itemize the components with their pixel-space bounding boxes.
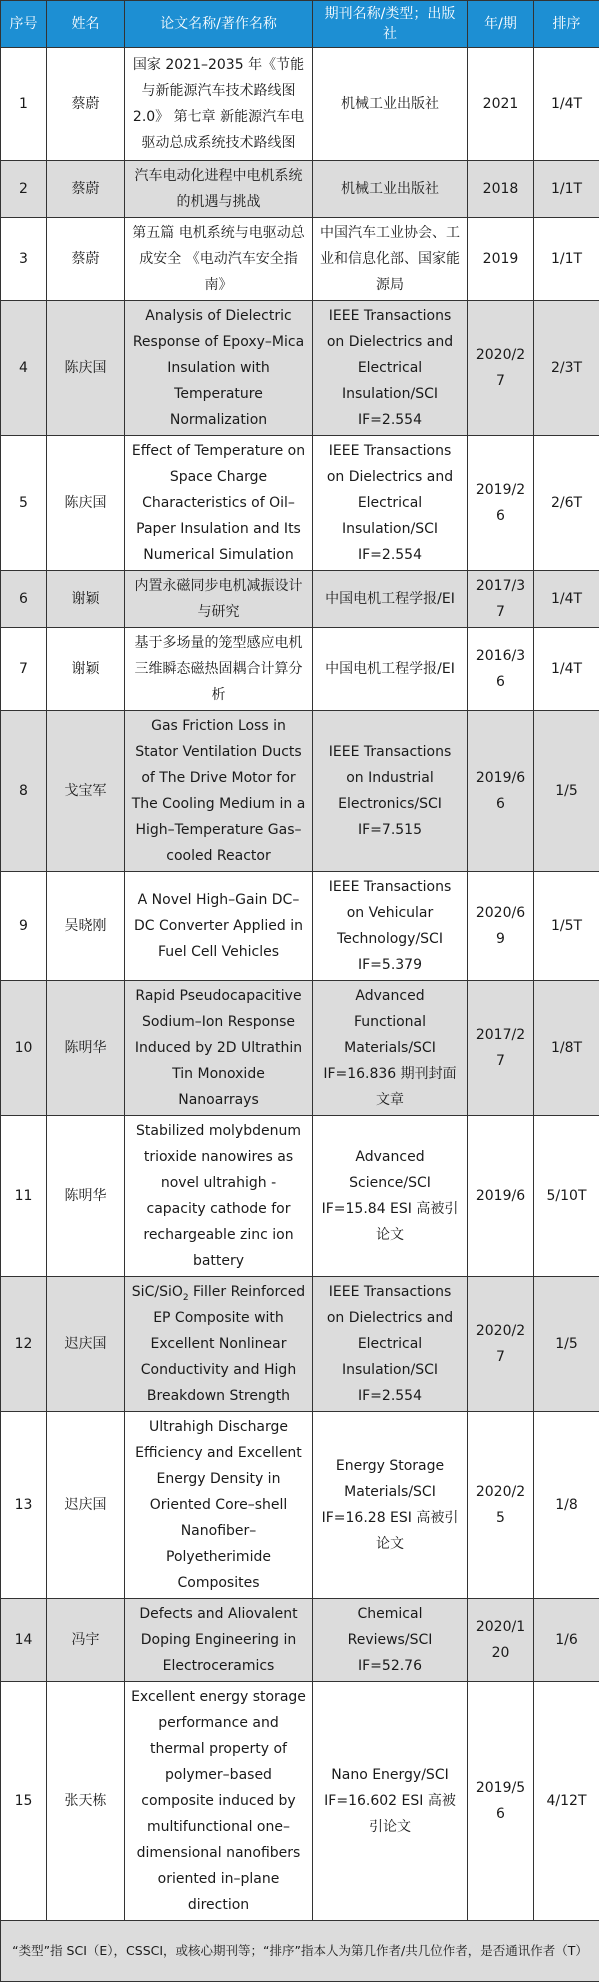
cell-name: 蔡蔚 — [47, 218, 125, 301]
cell-title: Excellent energy storage performance and thermal property of polymer–based composite induced by multifunctional one–dimensional nanofibers oriented in–plane direction — [125, 1682, 313, 1921]
table-row — [1, 161, 599, 218]
cell-rank: 1/4T — [534, 628, 599, 711]
header-year: 年/期 — [468, 1, 534, 48]
cell-title: 第五篇 电机系统与电驱动总成安全 《电动汽车安全指南》 — [125, 218, 313, 301]
cell-title: Defects and Aliovalent Doping Engineering in Electroceramics — [125, 1599, 313, 1682]
header-rank: 排序 — [534, 1, 599, 48]
cell-no: 15 — [1, 1682, 47, 1921]
cell-name: 谢颖 — [47, 628, 125, 711]
table-row — [1, 1277, 599, 1412]
cell-journal: IEEE Transactions on Dielectrics and Electrical Insulation/SCI IF=2.554 — [313, 436, 468, 571]
title-subscript: 2 — [183, 1293, 189, 1303]
header-title: 论文名称/著作名称 — [125, 1, 313, 48]
cell-journal: 中国电机工程学报/EI — [313, 571, 468, 628]
cell-year: 2017/37 — [468, 571, 534, 628]
cell-title: 国家 2021–2035 年《节能与新能源汽车技术路线图 2.0》 第七章 新能源汽车电驱动总成系统技术路线图 — [125, 48, 313, 161]
cell-rank: 1/1T — [534, 218, 599, 301]
cell-year: 2021 — [468, 48, 534, 161]
cell-year: 2020/27 — [468, 301, 534, 436]
cell-journal: IEEE Transactions on Dielectrics and Electrical Insulation/SCI IF=2.554 — [313, 1277, 468, 1412]
cell-no: 14 — [1, 1599, 47, 1682]
cell-title: 基于多场量的笼型感应电机三维瞬态磁热固耦合计算分析 — [125, 628, 313, 711]
cell-rank: 1/8 — [534, 1412, 599, 1599]
cell-rank: 2/3T — [534, 301, 599, 436]
cell-title — [125, 1277, 313, 1412]
cell-journal: 机械工业出版社 — [313, 48, 468, 161]
cell-rank: 2/6T — [534, 436, 599, 571]
cell-year: 2020/27 — [468, 1277, 534, 1412]
cell-name: 迟庆国 — [47, 1412, 125, 1599]
cell-rank: 1/5 — [534, 1277, 599, 1412]
cell-rank: 1/6 — [534, 1599, 599, 1682]
cell-journal: Chemical Reviews/SCI IF=52.76 — [313, 1599, 468, 1682]
table-row — [1, 301, 599, 436]
cell-name: 张天栋 — [47, 1682, 125, 1921]
cell-year: 2017/27 — [468, 981, 534, 1116]
cell-title: Ultrahigh Discharge Efficiency and Excellent Energy Density in Oriented Core–shell Nanofiber–Polyetherimide Composites — [125, 1412, 313, 1599]
table-row — [1, 628, 599, 711]
header-name: 姓名 — [47, 1, 125, 48]
cell-title: A Novel High–Gain DC–DC Converter Applied in Fuel Cell Vehicles — [125, 872, 313, 981]
cell-journal: Advanced Science/SCI IF=15.84 ESI 高被引论文 — [313, 1116, 468, 1277]
cell-no: 9 — [1, 872, 47, 981]
cell-year: 2019/26 — [468, 436, 534, 571]
cell-rank: 1/4T — [534, 571, 599, 628]
cell-journal: IEEE Transactions on Vehicular Technology/SCI IF=5.379 — [313, 872, 468, 981]
cell-name: 吴晓刚 — [47, 872, 125, 981]
note-row — [1, 1921, 599, 1982]
cell-no: 11 — [1, 1116, 47, 1277]
cell-no: 8 — [1, 711, 47, 872]
cell-title: Stabilized molybdenum trioxide nanowires as novel ultrahigh - capacity cathode for rechargeable zinc ion battery — [125, 1116, 313, 1277]
cell-no: 13 — [1, 1412, 47, 1599]
cell-no: 5 — [1, 436, 47, 571]
cell-year: 2018 — [468, 161, 534, 218]
cell-title: Analysis of Dielectric Response of Epoxy–Mica Insulation with Temperature Normalization — [125, 301, 313, 436]
cell-journal: IEEE Transactions on Dielectrics and Electrical Insulation/SCI IF=2.554 — [313, 301, 468, 436]
cell-no: 3 — [1, 218, 47, 301]
cell-year: 2020/120 — [468, 1599, 534, 1682]
table-row — [1, 872, 599, 981]
cell-name: 陈明华 — [47, 1116, 125, 1277]
cell-year: 2020/25 — [468, 1412, 534, 1599]
table-row — [1, 48, 599, 161]
table-row — [1, 218, 599, 301]
cell-name: 迟庆国 — [47, 1277, 125, 1412]
cell-no: 1 — [1, 48, 47, 161]
table-note: “类型”指 SCI（E），CSSCI，或核心期刊等；“排序”指本人为第几作者/共几位作者，是否通讯作者（T） — [1, 1921, 599, 1982]
table-row — [1, 1599, 599, 1682]
title-part-a: SiC/SiO — [132, 1284, 183, 1300]
cell-no: 10 — [1, 981, 47, 1116]
cell-year: 2019/56 — [468, 1682, 534, 1921]
table-row — [1, 981, 599, 1116]
title-part-b: Filler Reinforced EP Composite with Excellent Nonlinear Conductivity and High Breakdown Strength — [141, 1284, 305, 1404]
cell-no: 12 — [1, 1277, 47, 1412]
cell-name: 陈明华 — [47, 981, 125, 1116]
cell-no: 7 — [1, 628, 47, 711]
cell-year: 2020/69 — [468, 872, 534, 981]
cell-journal: Energy Storage Materials/SCI IF=16.28 ESI 高被引论文 — [313, 1412, 468, 1599]
cell-journal: 中国汽车工业协会、工业和信息化部、国家能源局 — [313, 218, 468, 301]
cell-year: 2016/36 — [468, 628, 534, 711]
cell-title: 内置永磁同步电机减振设计与研究 — [125, 571, 313, 628]
cell-year: 2019 — [468, 218, 534, 301]
cell-journal: 机械工业出版社 — [313, 161, 468, 218]
cell-name: 戈宝军 — [47, 711, 125, 872]
cell-title: Rapid Pseudocapacitive Sodium–Ion Response Induced by 2D Ultrathin Tin Monoxide Nanoarrays — [125, 981, 313, 1116]
cell-journal: Advanced Functional Materials/SCI IF=16.836 期刊封面文章 — [313, 981, 468, 1116]
cell-rank: 1/1T — [534, 161, 599, 218]
cell-year: 2019/6 — [468, 1116, 534, 1277]
cell-title: Gas Friction Loss in Stator Ventilation Ducts of The Drive Motor for The Cooling Medium in a High–Temperature Gas–cooled Reactor — [125, 711, 313, 872]
cell-no: 2 — [1, 161, 47, 218]
cell-rank: 1/5 — [534, 711, 599, 872]
cell-year: 2019/66 — [468, 711, 534, 872]
table-row — [1, 711, 599, 872]
cell-rank: 1/4T — [534, 48, 599, 161]
cell-name: 陈庆国 — [47, 436, 125, 571]
cell-no: 4 — [1, 301, 47, 436]
cell-name: 蔡蔚 — [47, 48, 125, 161]
cell-name: 冯宇 — [47, 1599, 125, 1682]
cell-journal: IEEE Transactions on Industrial Electronics/SCI IF=7.515 — [313, 711, 468, 872]
cell-title: Effect of Temperature on Space Charge Characteristics of Oil–Paper Insulation and Its Numerical Simulation — [125, 436, 313, 571]
cell-journal: 中国电机工程学报/EI — [313, 628, 468, 711]
cell-rank: 1/5T — [534, 872, 599, 981]
table-row — [1, 1412, 599, 1599]
header-row — [1, 1, 599, 48]
table-row — [1, 1116, 599, 1277]
cell-name: 谢颖 — [47, 571, 125, 628]
table-row — [1, 571, 599, 628]
cell-no: 6 — [1, 571, 47, 628]
cell-journal: Nano Energy/SCI IF=16.602 ESI 高被引论文 — [313, 1682, 468, 1921]
cell-name: 蔡蔚 — [47, 161, 125, 218]
table-row — [1, 436, 599, 571]
table-row — [1, 1682, 599, 1921]
header-no: 序号 — [1, 1, 47, 48]
cell-rank: 4/12T — [534, 1682, 599, 1921]
cell-rank: 1/8T — [534, 981, 599, 1116]
cell-title: 汽车电动化进程中电机系统的机遇与挑战 — [125, 161, 313, 218]
cell-name: 陈庆国 — [47, 301, 125, 436]
cell-rank: 5/10T — [534, 1116, 599, 1277]
header-journal: 期刊名称/类型；出版社 — [313, 1, 468, 48]
